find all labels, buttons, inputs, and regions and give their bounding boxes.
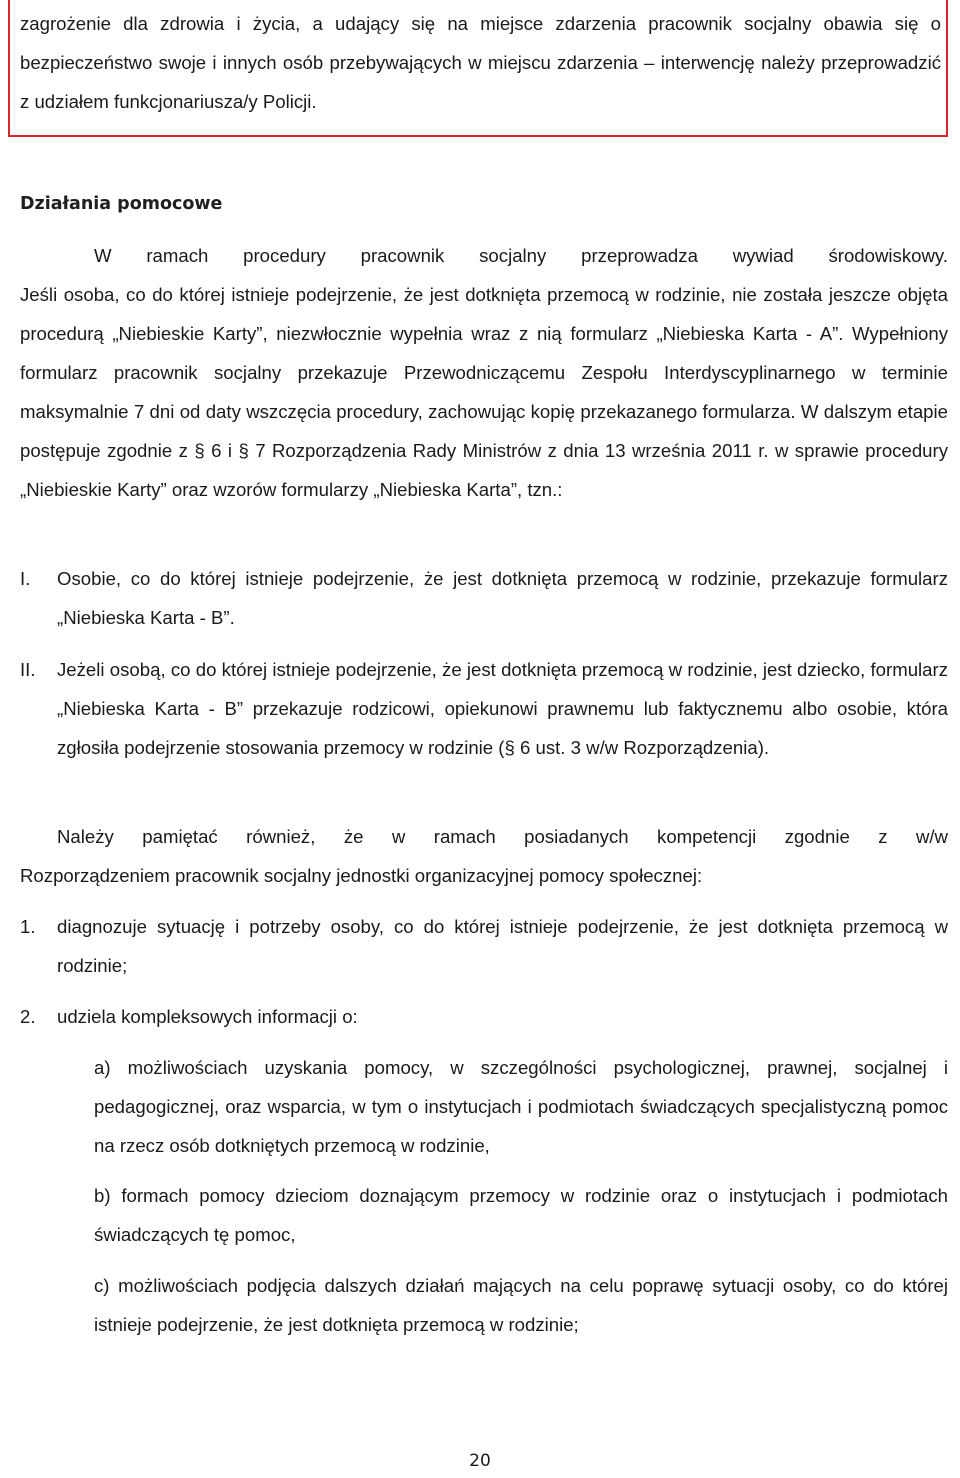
paragraph-1-first-line: W ramach procedury pracownik socjalny przeprowadza wywiad środowiskowy. <box>94 245 948 266</box>
numbered-item-1: diagnozuje sytuację i potrzeby osoby, co do której istnieje podejrzenie, że jest dotknięta przemocą w rodzinie; <box>57 916 948 976</box>
numbered-item-2: udziela kompleksowych informacji o: <box>57 1006 358 1027</box>
roman-item-2: Jeżeli osobą, co do której istnieje podejrzenie, że jest dotknięta przemocą w rodzinie, jest dziecko, formularz „Niebieska Karta - B” przekazuje rodzicowi, opiekunowi prawnemu lub faktycznemu albo osobie, która zgłosiła podejrzenie stosowania przemocy w rodzinie (§ 6 ust. 3 w/w Rozporządzenia). <box>57 659 948 758</box>
page-number: 20 <box>469 1451 491 1471</box>
numbered-marker-1: 1. <box>20 916 36 937</box>
roman-marker-1: I. <box>20 568 31 589</box>
sub-item-a: a) możliwościach uzyskania pomocy, w szczególności psychologicznej, prawnej, socjalnej i pedagogicznej, oraz wsparcia, w tym o instytucjach i podmiotach świadczących specjalistyczną pomoc na rzecz osób dotkniętych przemocą w rodzinie, <box>94 1057 948 1156</box>
roman-item-1: Osobie, co do której istnieje podejrzenie, że jest dotknięta przemocą w rodzinie, przekazuje formularz „Niebieska Karta - B”. <box>57 568 948 628</box>
paragraph-2-second-line: Rozporządzeniem pracownik socjalny jednostki organizacyjnej pomocy społecznej: <box>20 865 703 886</box>
intro-box-text: zagrożenie dla zdrowia i życia, a udający się na miejsce zdarzenia pracownik socjalny obawia się o bezpieczeństwo swoje i innych osób przebywających w miejscu zdarzenia – interwencję należy przeprowadzić z udziałem funkcjonariusza/y Policji. <box>20 13 941 112</box>
sub-item-c: c) możliwościach podjęcia dalszych działań mających na celu poprawę sytuacji osoby, co do której istnieje podejrzenie, że jest dotknięta przemocą w rodzinie; <box>94 1275 948 1335</box>
paragraph-2-first-line: Należy pamiętać również, że w ramach posiadanych kompetencji zgodnie z w/w <box>57 826 948 847</box>
numbered-marker-2: 2. <box>20 1006 36 1027</box>
section-heading: Działania pomocowe <box>20 194 223 214</box>
paragraph-1-body: Jeśli osoba, co do której istnieje podejrzenie, że jest dotknięta przemocą w rodzinie, nie została jeszcze objęta procedurą „Niebieskie Karty”, niezwłocznie wypełnia wraz z nią formularz „Niebieska Karta - A”. Wypełniony formularz pracownik socjalny przekazuje Przewodniczącemu Zespołu Interdyscyplinarnego w terminie maksymalnie 7 dni od daty wszczęcia procedury, zachowując kopię przekazanego formularza. W dalszym etapie postępuje zgodnie z § 6 i § 7 Rozporządzenia Rady Ministrów z dnia 13 września 2011 r. w sprawie procedury „Niebieskie Karty” oraz wzorów formularzy „Niebieska Karta”, tzn.: <box>20 284 948 500</box>
roman-marker-2: II. <box>20 659 36 680</box>
sub-item-b: b) formach pomocy dzieciom doznającym przemocy w rodzinie oraz o instytucjach i podmiotach świadczących tę pomoc, <box>94 1185 948 1245</box>
